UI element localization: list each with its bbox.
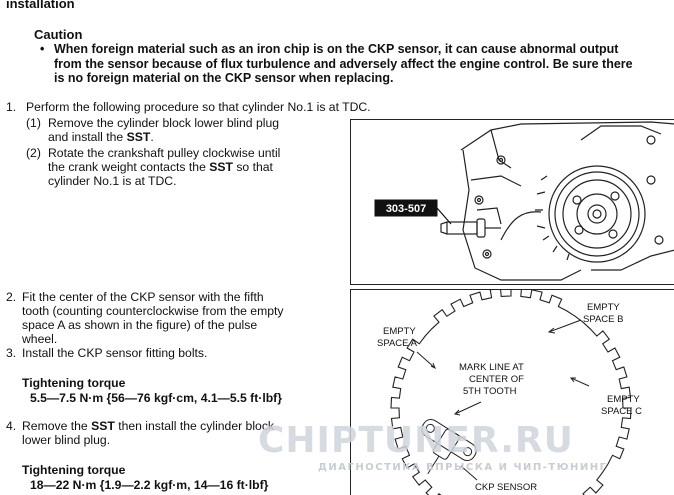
torque-2-title: Tightening torque [22, 463, 126, 477]
substep-2-line: cylinder No.1 is at TDC. [48, 174, 177, 188]
sst-term: SST [91, 419, 115, 433]
step-2-line: Fit the center of the CKP sensor with the fifth [22, 290, 264, 304]
step-1-number: 1. [6, 100, 17, 114]
label-empty-space-b-1: EMPTY [587, 302, 620, 313]
step-2-line: space A as shown in the figure) of the pulse [22, 318, 258, 332]
substep-1-line: Remove the cylinder block lower blind plug [48, 116, 280, 130]
step-3 [0, 346, 345, 362]
caution-block [40, 42, 665, 86]
substep-2-number: (2) [26, 146, 41, 160]
torque-1-value: 5.5—7.5 N·m {56—76 kgf·cm, 4.1—5.5 ft·lbf} [30, 391, 282, 405]
torque-1-title: Tightening torque [22, 376, 126, 390]
step-2-number: 2. [6, 290, 17, 304]
label-empty-space-b-2: SPACE B [583, 314, 624, 325]
engine-illustration [351, 120, 674, 284]
caution-line: When foreign material such as an iron chip is on the CKP sensor, it can cause abnormal output [54, 42, 619, 56]
substep-1-line: and install the SST. [48, 130, 154, 144]
step-1 [0, 100, 400, 200]
substep-2-line: Rotate the crankshaft pulley clockwise until [48, 146, 281, 160]
torque-2-value: 18—22 N·m {1.9—2.2 kgf·m, 14—16 ft·lbf} [30, 478, 269, 492]
section-heading: installation [6, 0, 75, 11]
step-3-number: 3. [6, 346, 17, 360]
sst-part-number: 303-507 [385, 203, 427, 215]
step-2-line: tooth (counting counterclockwise from the empty [22, 304, 284, 318]
step-1-text: Perform the following procedure so that cylinder No.1 is at TDC. [26, 100, 371, 114]
label-empty-space-c-1: EMPTY [607, 394, 640, 405]
label-empty-space-a-2: SPACE A [377, 338, 417, 349]
step-4-number: 4. [6, 419, 17, 433]
label-mark-line-2: CENTER OF [469, 374, 524, 385]
substep-1-number: (1) [26, 116, 41, 130]
label-mark-line-3: 5TH TOOTH [463, 386, 517, 397]
step-2-line: wheel. [22, 332, 58, 346]
caution-title: Caution [34, 27, 83, 42]
sst-term: SST [209, 160, 233, 174]
label-ckp-sensor: CKP SENSOR [475, 482, 538, 493]
figure-engine-sst [350, 119, 674, 285]
caution-line: is no foreign material on the CKP sensor when replacing. [54, 71, 394, 85]
step-3-text: Install the CKP sensor fitting bolts. [22, 346, 208, 360]
caution-bullet: • [40, 42, 45, 56]
label-empty-space-c-2: SPACE C [601, 406, 643, 417]
label-mark-line-1: MARK LINE AT [459, 362, 524, 373]
step-4-line: lower blind plug. [22, 433, 111, 447]
sst-term: SST [126, 130, 151, 144]
watermark-tagline: ДИАГНОСТИКА ВПРЫСКА И ЧИП-ТЮНИНГ [318, 462, 608, 473]
step-4-line: Remove the SST then install the cylinder block [22, 419, 275, 433]
caution-line: from the sensor because of flux turbulence and adversely affect the engine control. Be sure there [54, 56, 633, 71]
label-empty-space-a-1: EMPTY [383, 326, 416, 337]
watermark [258, 420, 658, 480]
watermark-brand: CHIPTUNER.RU [258, 420, 574, 461]
substep-2-line: the crank weight contacts the SST so that [48, 160, 273, 174]
